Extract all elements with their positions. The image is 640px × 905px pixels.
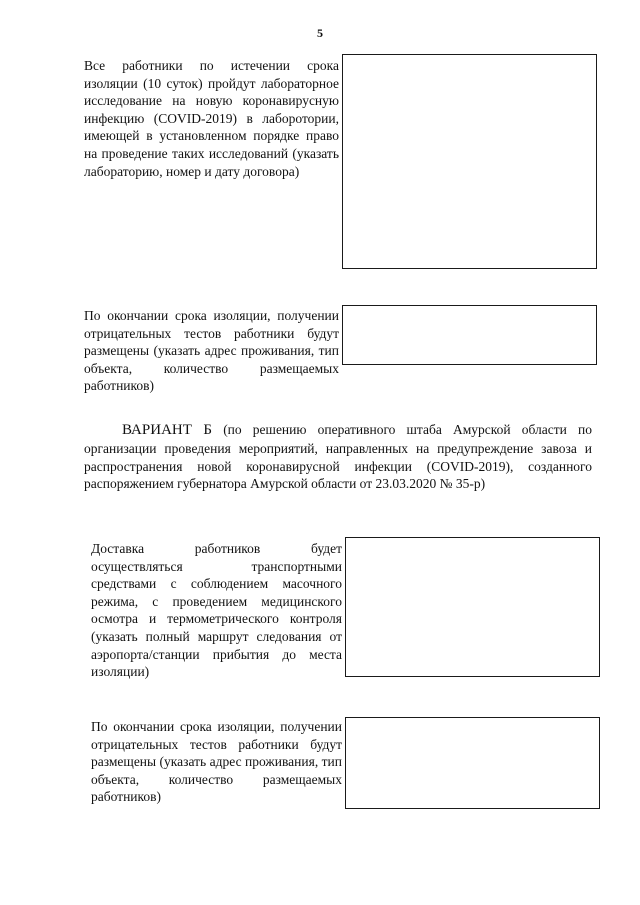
row-4-text: По окончании срока изоляции, получении отрицательных тестов работники будут размещены (указать адрес проживания, тип объекта, количество размещаемых работников): [91, 719, 342, 805]
page-number: 5: [317, 26, 323, 40]
row-1-text: Все работники по истечении срока изоляции (10 суток) пройдут лабораторное исследование на новую коронавирусную инфекцию (COVID-2019) в лаборотории, имеющей в установленном порядке право на проведение таких исследований (указать лабораторию, номер и дату договора): [84, 58, 339, 179]
row-2-answer-box[interactable]: [342, 305, 597, 365]
variant-b-heading: ВАРИАНТ Б: [122, 422, 213, 438]
variant-b-paragraph: [84, 421, 592, 493]
row-3-answer-box[interactable]: [345, 537, 600, 677]
row-2-text: По окончании срока изоляции, получении отрицательных тестов работники будут размещены (указать адрес проживания, тип объекта, количество размещаемых работников): [84, 308, 339, 394]
variant-b-text: (по решению оперативного штаба Амурской области по организации проведения мероприятий, направленных на предупреждение завоза и распространения новой коронавирусной инфекции (COVID-2019), созданного распоряжением губернатора Амурской области от 23.03.2020 № 35-р): [84, 422, 593, 492]
row-1-answer-box[interactable]: [342, 54, 597, 269]
row-3-text: Доставка работников будет осуществляться транспортными средствами с соблюдением масочного режима, с проведением медицинского осмотра и термометрического контроля (указать полный маршрут следования от аэропорта/станции прибытия до места изоляции): [91, 541, 342, 680]
row-4-answer-box[interactable]: [345, 717, 600, 809]
